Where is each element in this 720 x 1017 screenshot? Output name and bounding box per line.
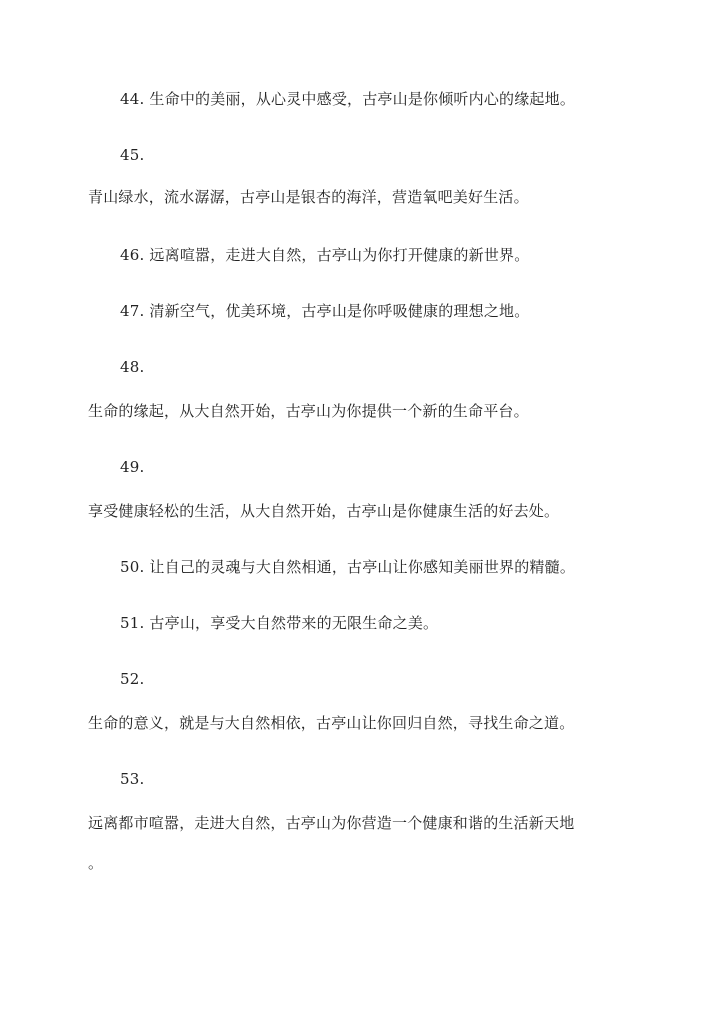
text-line-51: 51. 古亭山，享受大自然带来的无限生命之美。: [120, 614, 439, 632]
text-line-45-number: 45.: [120, 146, 145, 164]
text-line-52: 生命的意义，就是与大自然相依，古亭山让你回归自然，寻找生命之道。: [88, 714, 575, 732]
text-line-50: 50. 让自己的灵魂与大自然相通，古亭山让你感知美丽世界的精髓。: [120, 558, 576, 576]
text-line-46: 46. 远离喧嚣，走进大自然，古亭山为你打开健康的新世界。: [120, 246, 530, 264]
text-line-53-end: 。: [88, 854, 104, 872]
text-line-45: 青山绿水，流水潺潺，古亭山是银杏的海洋，营造氧吧美好生活。: [88, 188, 529, 206]
text-line-48: 生命的缘起，从大自然开始，古亭山为你提供一个新的生命平台。: [88, 402, 529, 420]
text-line-44: 44. 生命中的美丽，从心灵中感受，古亭山是你倾听内心的缘起地。: [120, 90, 576, 108]
text-line-49: 享受健康轻松的生活，从大自然开始，古亭山是你健康生活的好去处。: [88, 502, 560, 520]
text-line-53: 远离都市喧嚣，走进大自然，古亭山为你营造一个健康和谐的生活新天地: [88, 814, 575, 832]
text-line-52-number: 52.: [120, 670, 145, 688]
text-line-47: 47. 清新空气，优美环境，古亭山是你呼吸健康的理想之地。: [120, 302, 530, 320]
text-line-48-number: 48.: [120, 358, 145, 376]
text-line-49-number: 49.: [120, 458, 145, 476]
text-line-53-number: 53.: [120, 770, 145, 788]
